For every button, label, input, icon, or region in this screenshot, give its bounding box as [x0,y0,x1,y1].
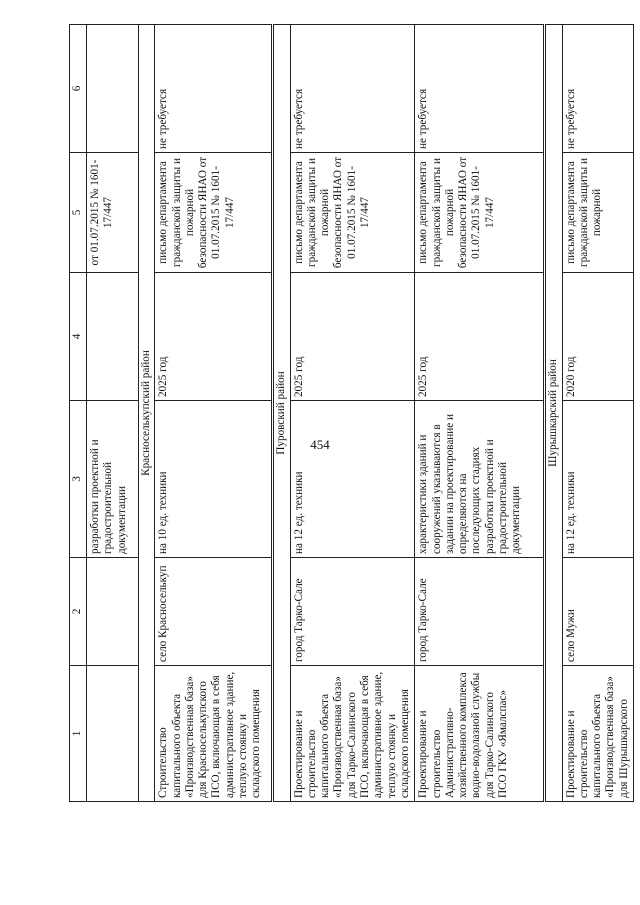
table-row [290,25,415,802]
rotated-table-container [69,25,630,802]
col-number-5: 5 [70,153,87,273]
table-viewport [69,25,630,802]
basis-cell: письмо департамента гражданской защиты и пожарной безопасности ЯНАО от 01.07.2015 № 1601-17/447 [155,153,273,273]
characteristics-cell: характеристики зданий и сооружений указываются в задании на проектирование и определяются на последующих стадиях разработки проектной и градостроительной документации [415,401,545,558]
object-name-cell: Проектирование и строительство капитального объекта «Производственная база» для Тарко-Салинского ПСО, включающая в себя административное здание, теплую стоянку и складского помещения [290,666,415,802]
col-number-4: 4 [70,273,87,401]
continuation-cell-1 [87,666,139,802]
location-cell: село Красноселькуп [155,558,273,666]
basis-cell: письмо департамента гражданской защиты и пожарной [562,153,633,273]
continuation-cell-5: от 01.07.2015 № 1601-17/447 [87,153,139,273]
year-cell: 2020 год [562,273,633,401]
section-header-shuryshkar [545,25,562,802]
column-number-row [70,25,87,802]
requirement-cell: не требуется [415,25,545,153]
section-header-krasnoselkup [139,25,155,802]
table-row [155,25,273,802]
year-cell: 2025 год [415,273,545,401]
col-number-3: 3 [70,401,87,558]
basis-cell: письмо департамента гражданской защиты и пожарной безопасности ЯНАО от 01.07.2015 № 1601-17/447 [290,153,415,273]
page-number: 454 [310,437,330,452]
object-name-cell: Проектирование и строительство Административно-хозяйственного комплекса водно-водолазной службы для Тарко-Салинского ПСО ГКУ «Ямалспас» [415,666,545,802]
object-name-cell: Строительство капитального объекта «Производственная база» для Красноселькупского ПСО, включающая в себя административное здание, теплую стоянку и складского помещения [155,666,273,802]
requirement-cell: не требуется [290,25,415,153]
requirement-cell: не требуется [562,25,633,153]
table-row [562,25,633,802]
location-cell: село Мужи [562,558,633,666]
col-number-6: 6 [70,25,87,153]
requirement-cell: не требуется [155,25,273,153]
characteristics-cell: на 12 ед. техники [562,401,633,558]
objects-table [69,24,634,802]
continuation-cell-4 [87,273,139,401]
col-number-1: 1 [70,666,87,802]
table-row [415,25,545,802]
section-header-purovsky [273,25,290,802]
characteristics-cell: на 10 ед. техники [155,401,273,558]
continuation-cell-2 [87,558,139,666]
section-title: Шурышкарский район [545,25,562,802]
continuation-cell-3: разработки проектной и градостроительной документации [87,401,139,558]
location-cell: город Тарко-Сале [415,558,545,666]
year-cell: 2025 год [290,273,415,401]
section-title: Пуровский район [273,25,290,802]
col-number-2: 2 [70,558,87,666]
section-title: Красноселькупский район [139,25,155,802]
characteristics-cell: на 12 ед. техники [290,401,415,558]
location-cell: город Тарко-Сале [290,558,415,666]
basis-cell: письмо департамента гражданской защиты и пожарной безопасности ЯНАО от 01.07.2015 № 1601-17/447 [415,153,545,273]
continuation-cell-6 [87,25,139,153]
object-name-cell: Проектирование и строительство капитального объекта «Производственная база» для Шурышкарского [562,666,633,802]
year-cell: 2025 год [155,273,273,401]
continuation-row [87,25,139,802]
